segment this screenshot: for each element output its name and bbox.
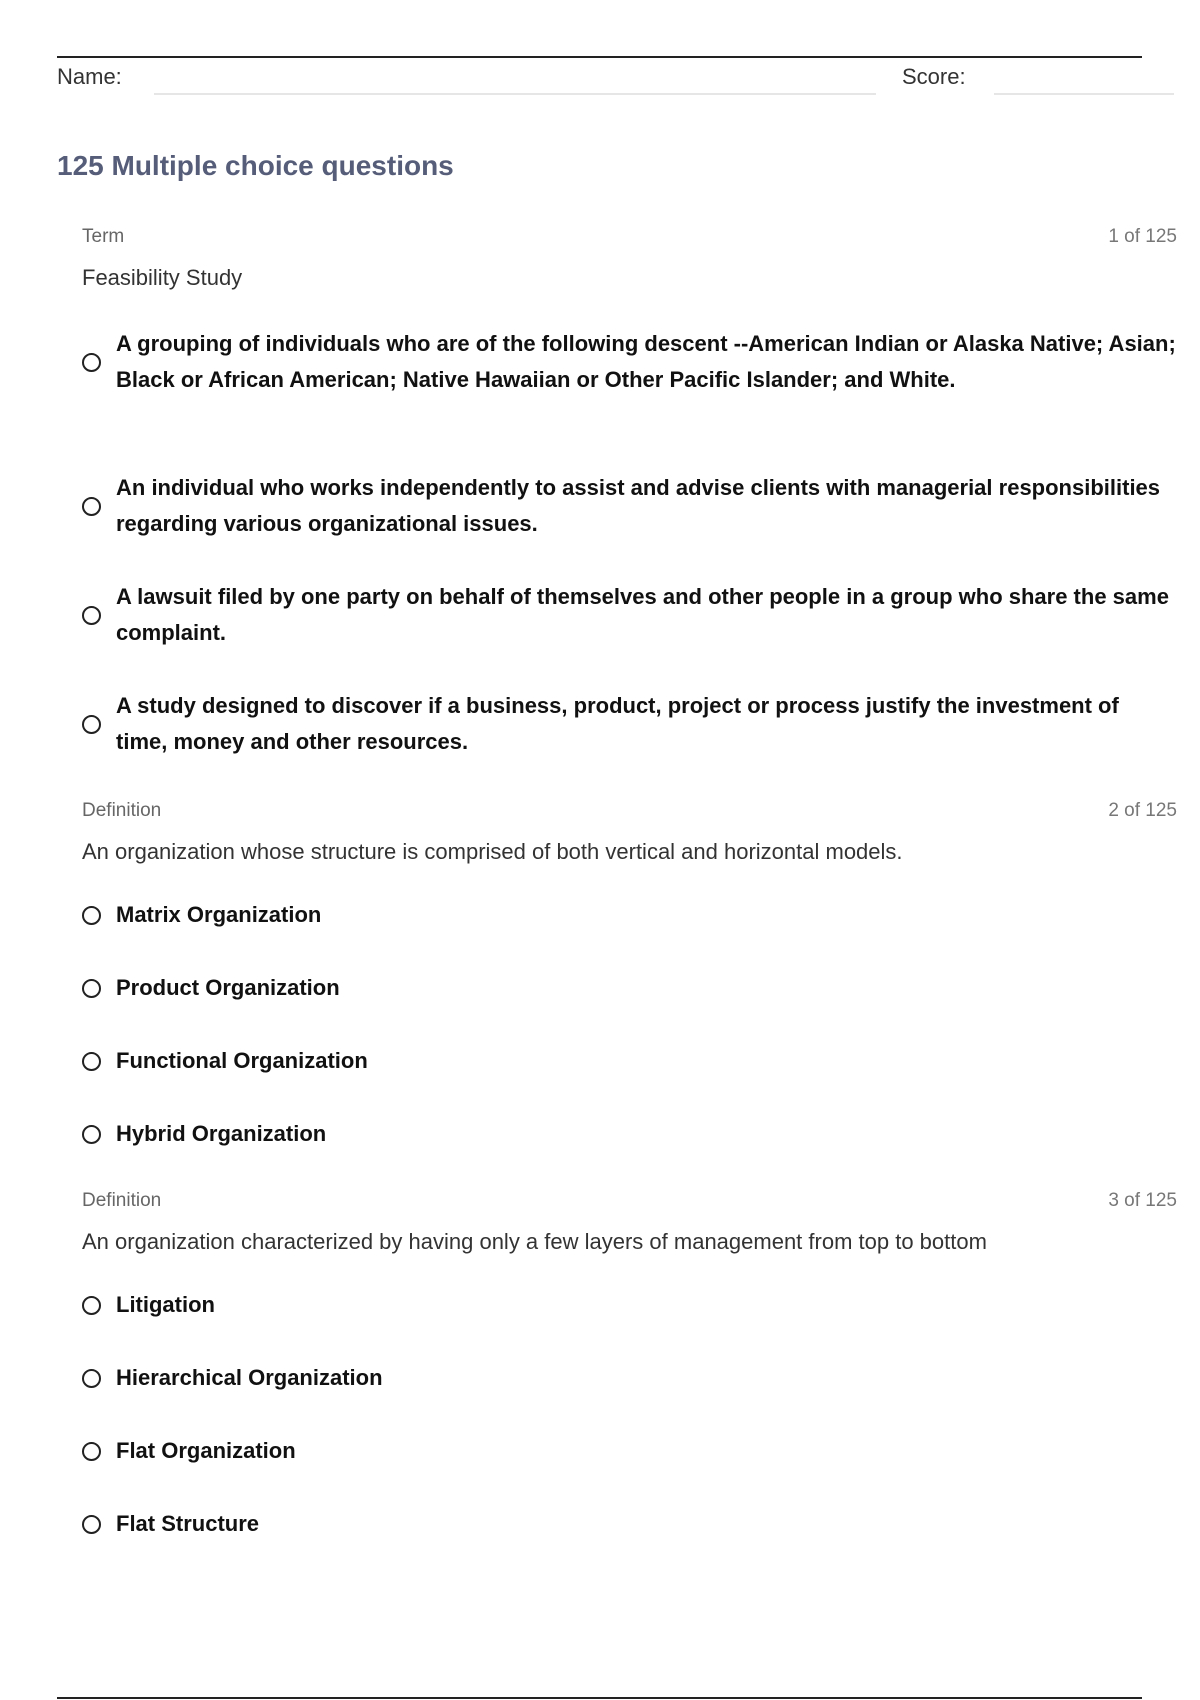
- option-label: A lawsuit filed by one party on behalf of themselves and other people in a group who share the same complaint.: [116, 584, 1169, 645]
- option-label: A study designed to discover if a business, product, project or process justify the investment of time, money and other resources.: [116, 693, 1119, 754]
- answer-option[interactable]: [82, 326, 1177, 398]
- question-kind: Definition: [82, 1190, 162, 1211]
- answer-option[interactable]: [82, 1287, 1177, 1323]
- option-label: Flat Structure: [116, 1511, 260, 1536]
- question-prompt: An organization whose structure is comprised of both vertical and horizontal models.: [82, 839, 903, 864]
- question-count: 3 of 125: [1108, 1190, 1177, 1211]
- radio-button[interactable]: [82, 1515, 101, 1534]
- radio-button[interactable]: [82, 606, 101, 625]
- bottom-rule: [57, 1697, 1142, 1699]
- question-prompt: An organization characterized by having only a few layers of management from top to bottom: [82, 1229, 987, 1254]
- radio-button[interactable]: [82, 715, 101, 734]
- question-prompt: Feasibility Study: [82, 265, 243, 290]
- radio-button[interactable]: [82, 497, 101, 516]
- radio-button[interactable]: [82, 1125, 101, 1144]
- answer-option[interactable]: [82, 470, 1177, 542]
- option-label: Flat Organization: [116, 1438, 296, 1463]
- option-label: Hybrid Organization: [116, 1121, 327, 1146]
- radio-button[interactable]: [82, 1296, 101, 1315]
- radio-button[interactable]: [82, 353, 101, 372]
- score-label: Score:: [902, 64, 966, 89]
- answer-option[interactable]: [82, 688, 1177, 760]
- option-label: Functional Organization: [116, 1048, 368, 1073]
- name-field[interactable]: [154, 93, 876, 95]
- radio-button[interactable]: [82, 906, 101, 925]
- answer-option[interactable]: [82, 579, 1177, 651]
- option-label: Litigation: [116, 1292, 215, 1317]
- question-kind: Definition: [82, 800, 162, 821]
- answer-option[interactable]: [82, 1506, 1177, 1542]
- name-label: Name:: [57, 64, 122, 89]
- option-label: Matrix Organization: [116, 902, 322, 927]
- answer-option[interactable]: [82, 1360, 1177, 1396]
- option-label: A grouping of individuals who are of the following descent --American Indian or Alaska Native; Asian; Black or African American; Native Hawaiian or Other Pacific Islander; and White.: [116, 331, 1176, 392]
- question-count: 1 of 125: [1108, 226, 1177, 247]
- option-label: Hierarchical Organization: [116, 1365, 383, 1390]
- radio-button[interactable]: [82, 979, 101, 998]
- answer-option[interactable]: [82, 897, 1177, 933]
- answer-option[interactable]: [82, 1043, 1177, 1079]
- radio-button[interactable]: [82, 1369, 101, 1388]
- page-title: 125 Multiple choice questions: [57, 150, 454, 181]
- question-count: 2 of 125: [1108, 800, 1177, 821]
- answer-option[interactable]: [82, 1433, 1177, 1469]
- answer-option[interactable]: [82, 970, 1177, 1006]
- question-3: [82, 1190, 1177, 1256]
- option-label: An individual who works independently to assist and advise clients with managerial responsibilities regarding various organizational issues.: [116, 475, 1161, 536]
- header-row: [57, 62, 1177, 98]
- radio-button[interactable]: [82, 1442, 101, 1461]
- question-kind: Term: [82, 226, 125, 247]
- radio-button[interactable]: [82, 1052, 101, 1071]
- question-1: [82, 226, 1177, 292]
- top-rule: [57, 56, 1142, 58]
- question-2: [82, 800, 1177, 866]
- option-label: Product Organization: [116, 975, 340, 1000]
- answer-option[interactable]: [82, 1116, 1177, 1152]
- score-field[interactable]: [994, 93, 1174, 95]
